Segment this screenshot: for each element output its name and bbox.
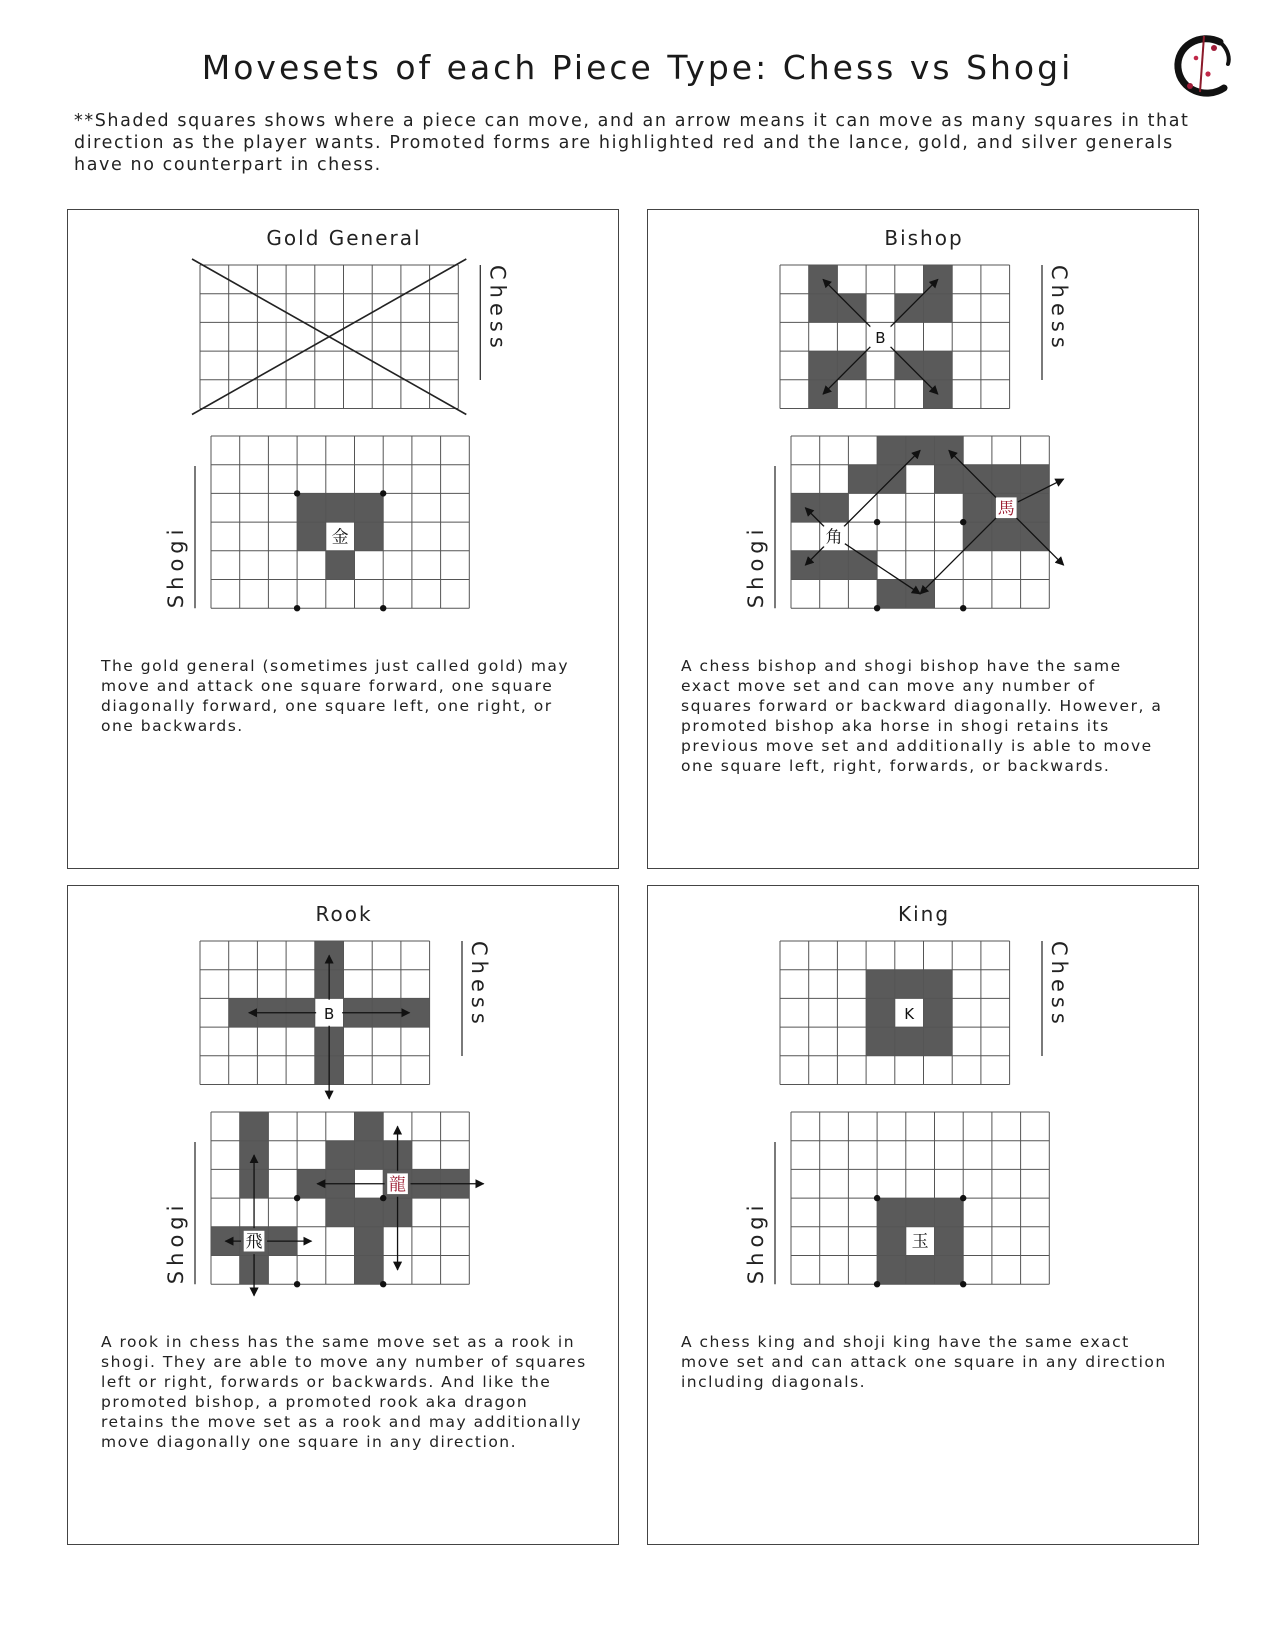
- corner-dot: [874, 1195, 880, 1201]
- shaded-square: [877, 1227, 906, 1256]
- corner-dot: [380, 605, 386, 611]
- move-arrow: [920, 517, 997, 594]
- chess-board: [200, 941, 430, 1099]
- corner-dot: [294, 1281, 300, 1287]
- shaded-square: [326, 1198, 355, 1227]
- shaded-square: [848, 465, 877, 494]
- chess-label: Chess: [485, 265, 510, 353]
- corner-dot: [960, 1281, 966, 1287]
- corner-dot: [294, 1195, 300, 1201]
- shogi-label: Shogi: [744, 524, 768, 609]
- panel-description: A rook in chess has the same move set as a rook in shogi. They are able to move any number of squares left or right, forwards or backwards. And like the promoted bishop, a promoted rook aka dragon retains the move set as a rook and may additionally move diagonally one square in any direction.: [101, 1333, 587, 1451]
- panel-description: The gold general (sometimes just called gold) may move and attack one square forward, one square diagonally forward, one square left, one right, or one backwards.: [101, 657, 570, 735]
- shaded-square: [877, 1198, 906, 1227]
- corner-dot: [960, 1195, 966, 1201]
- corner-dot: [960, 519, 966, 525]
- corner-dot: [380, 490, 386, 496]
- shaded-square: [326, 493, 355, 522]
- piece-glyph: 飛: [245, 1232, 263, 1253]
- shaded-square: [992, 522, 1021, 551]
- shaded-square: [809, 351, 838, 380]
- shaded-square: [820, 551, 849, 580]
- gold-general-diagram: [68, 210, 620, 630]
- piece-glyph: K: [904, 1004, 915, 1023]
- shaded-square: [963, 493, 992, 522]
- shaded-square: [924, 998, 953, 1027]
- panel-title: King: [897, 902, 951, 926]
- panel-bishop: [647, 209, 1199, 869]
- shogi-label: Shogi: [744, 1200, 768, 1285]
- shaded-square: [355, 1141, 384, 1170]
- piece-glyph: 角: [825, 527, 843, 548]
- shaded-square: [355, 1198, 384, 1227]
- piece-glyph: 龍: [389, 1174, 407, 1195]
- shaded-square: [992, 465, 1021, 494]
- shaded-square: [809, 294, 838, 323]
- panel-title: Gold General: [266, 226, 422, 250]
- shaded-square: [906, 1198, 935, 1227]
- corner-dot: [294, 490, 300, 496]
- chess-label: Chess: [1047, 941, 1071, 1029]
- shaded-square: [866, 998, 895, 1027]
- shaded-square: [877, 1256, 906, 1285]
- corner-dot: [874, 519, 880, 525]
- shaded-square: [935, 1227, 964, 1256]
- corner-dot: [960, 605, 966, 611]
- chess-board: [780, 265, 1010, 409]
- chess-board: [780, 941, 1010, 1085]
- corner-dot: [380, 1195, 386, 1201]
- shaded-square: [924, 351, 953, 380]
- corner-dot: [874, 605, 880, 611]
- shaded-square: [355, 493, 384, 522]
- shogi-board: [211, 1112, 484, 1296]
- king-diagram: [648, 886, 1200, 1306]
- corner-dot: [874, 1281, 880, 1287]
- corner-dot: [380, 1281, 386, 1287]
- page-title: Movesets of each Piece Type: Chess vs Shogi: [201, 48, 1074, 87]
- piece-glyph: B: [324, 1004, 335, 1023]
- shaded-square: [866, 1027, 895, 1056]
- shaded-square: [355, 1256, 384, 1285]
- intro-note: **Shaded squares shows where a piece can move, and an arrow means it can move as many squares in that direction as the player wants. Promoted forms are highlighted red and the lance, gold, and silver generals have no counterpart in chess.: [74, 111, 1190, 175]
- panel-description: A chess bishop and shogi bishop have the same exact move set and can move any number of squares forward or backward diagonally. However, a promoted bishop aka horse in shogi retains its previous move set and additionally is able to move one square left, right, forwards, or backwards.: [681, 657, 1163, 775]
- shaded-square: [240, 1112, 269, 1141]
- piece-glyph: 玉: [911, 1232, 929, 1253]
- shaded-square: [877, 580, 906, 609]
- corner-dot: [294, 605, 300, 611]
- shogi-label: Shogi: [164, 1200, 188, 1285]
- piece-glyph: 馬: [997, 498, 1015, 519]
- shaded-square: [924, 970, 953, 999]
- piece-glyph: 金: [331, 527, 349, 548]
- shaded-square: [355, 1227, 384, 1256]
- brush-circle-logo-icon: [1170, 28, 1236, 108]
- shaded-square: [935, 1198, 964, 1227]
- shaded-square: [326, 1141, 355, 1170]
- shaded-square: [924, 1027, 953, 1056]
- shaded-square: [355, 1112, 384, 1141]
- panel-gold-general: [67, 209, 619, 869]
- shaded-square: [326, 551, 355, 580]
- shaded-square: [895, 1027, 924, 1056]
- shaded-square: [924, 294, 953, 323]
- shaded-square: [355, 522, 384, 551]
- panel-king: [647, 885, 1199, 1545]
- rook-diagram: [68, 886, 620, 1306]
- shaded-square: [297, 522, 326, 551]
- shogi-board: [791, 436, 1064, 611]
- shogi-board: [211, 436, 469, 611]
- shogi-board: [791, 1112, 1049, 1287]
- shaded-square: [935, 1256, 964, 1285]
- shaded-square: [877, 436, 906, 465]
- panel-description: A chess king and shoji king have the same exact move set and can attack one square in any direction including diagonals.: [681, 1333, 1167, 1391]
- chess-label: Chess: [467, 941, 491, 1029]
- piece-glyph: B: [875, 328, 886, 347]
- shaded-square: [906, 1256, 935, 1285]
- shaded-square: [820, 493, 849, 522]
- shaded-square: [935, 465, 964, 494]
- shaded-square: [895, 970, 924, 999]
- chess-label: Chess: [1047, 265, 1071, 353]
- shogi-label: Shogi: [164, 524, 188, 609]
- panel-title: Rook: [315, 902, 373, 926]
- chess-board: [192, 259, 466, 415]
- shaded-square: [297, 493, 326, 522]
- panel-title: Bishop: [884, 226, 964, 250]
- shaded-square: [866, 970, 895, 999]
- panel-rook: [67, 885, 619, 1545]
- bishop-diagram: [648, 210, 1200, 630]
